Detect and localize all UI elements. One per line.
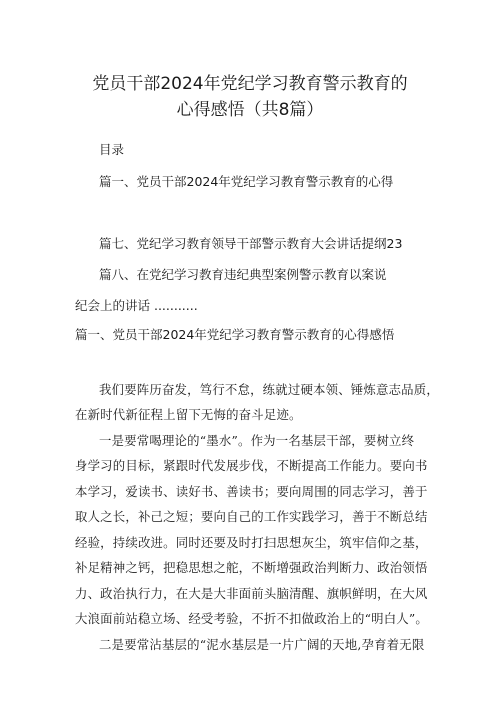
body-line: 经验，持续改进。同时还要及时打扫思想灰尘，筑牢信仰之基， — [75, 535, 428, 550]
body-line: 力、政治执行力，在大是大非面前头脑清醒、旗帜鲜明，在大风 — [75, 586, 428, 601]
document-title-line-1: 党员干部2024年党纪学习教育警示教育的 — [92, 74, 408, 94]
toc-item-1[interactable]: 篇一、党员干部2024年党纪学习教育警示教育的心得 — [99, 174, 394, 189]
toc-item-8-continued[interactable]: 纪会上的讲话 ........... — [75, 298, 198, 313]
body-line: 本学习，爱读书、读好书、善读书；要向周围的同志学习，善于 — [75, 484, 428, 499]
body-line: 大浪面前站稳立场、经受考验，不折不扣做政治上的“明白人”。 — [75, 611, 429, 626]
body-line: 二是要常沾基层的“泥水基层是一片广阔的天地,孕育着无限 — [99, 637, 425, 652]
body-line: 身学习的目标，紧跟时代发展步伐，不断提高工作能力。要向书 — [75, 458, 428, 473]
section-heading: 篇一、党员干部2024年党纪学习教育警示教育的心得感悟 — [75, 327, 395, 342]
body-line: 一是要常喝理论的“墨水”。作为一名基层干部，要树立终 — [99, 433, 415, 448]
body-line: 补足精神之钙，把稳思想之舵，不断增强政治判断力、政治领悟 — [75, 560, 428, 575]
body-line: 取人之长，补己之短；要向自己的工作实践学习，善于不断总结 — [75, 509, 428, 524]
toc-item-7[interactable]: 篇七、党纪学习教育领导干部警示教育大会讲话提纲23 — [99, 236, 403, 251]
toc-item-8[interactable]: 篇八、在党纪学习教育违纪典型案例警示教育以案说 — [99, 267, 387, 282]
body-line: 我们要阵历奋发，笃行不怠，练就过硬本领、锤炼意志品质， — [99, 382, 439, 397]
toc-heading: 目录 — [99, 142, 125, 157]
body-line: 在新时代新征程上留下无悔的奋斗足迹。 — [75, 407, 302, 422]
document-title-line-2: 心得感悟（共8篇） — [176, 100, 324, 120]
